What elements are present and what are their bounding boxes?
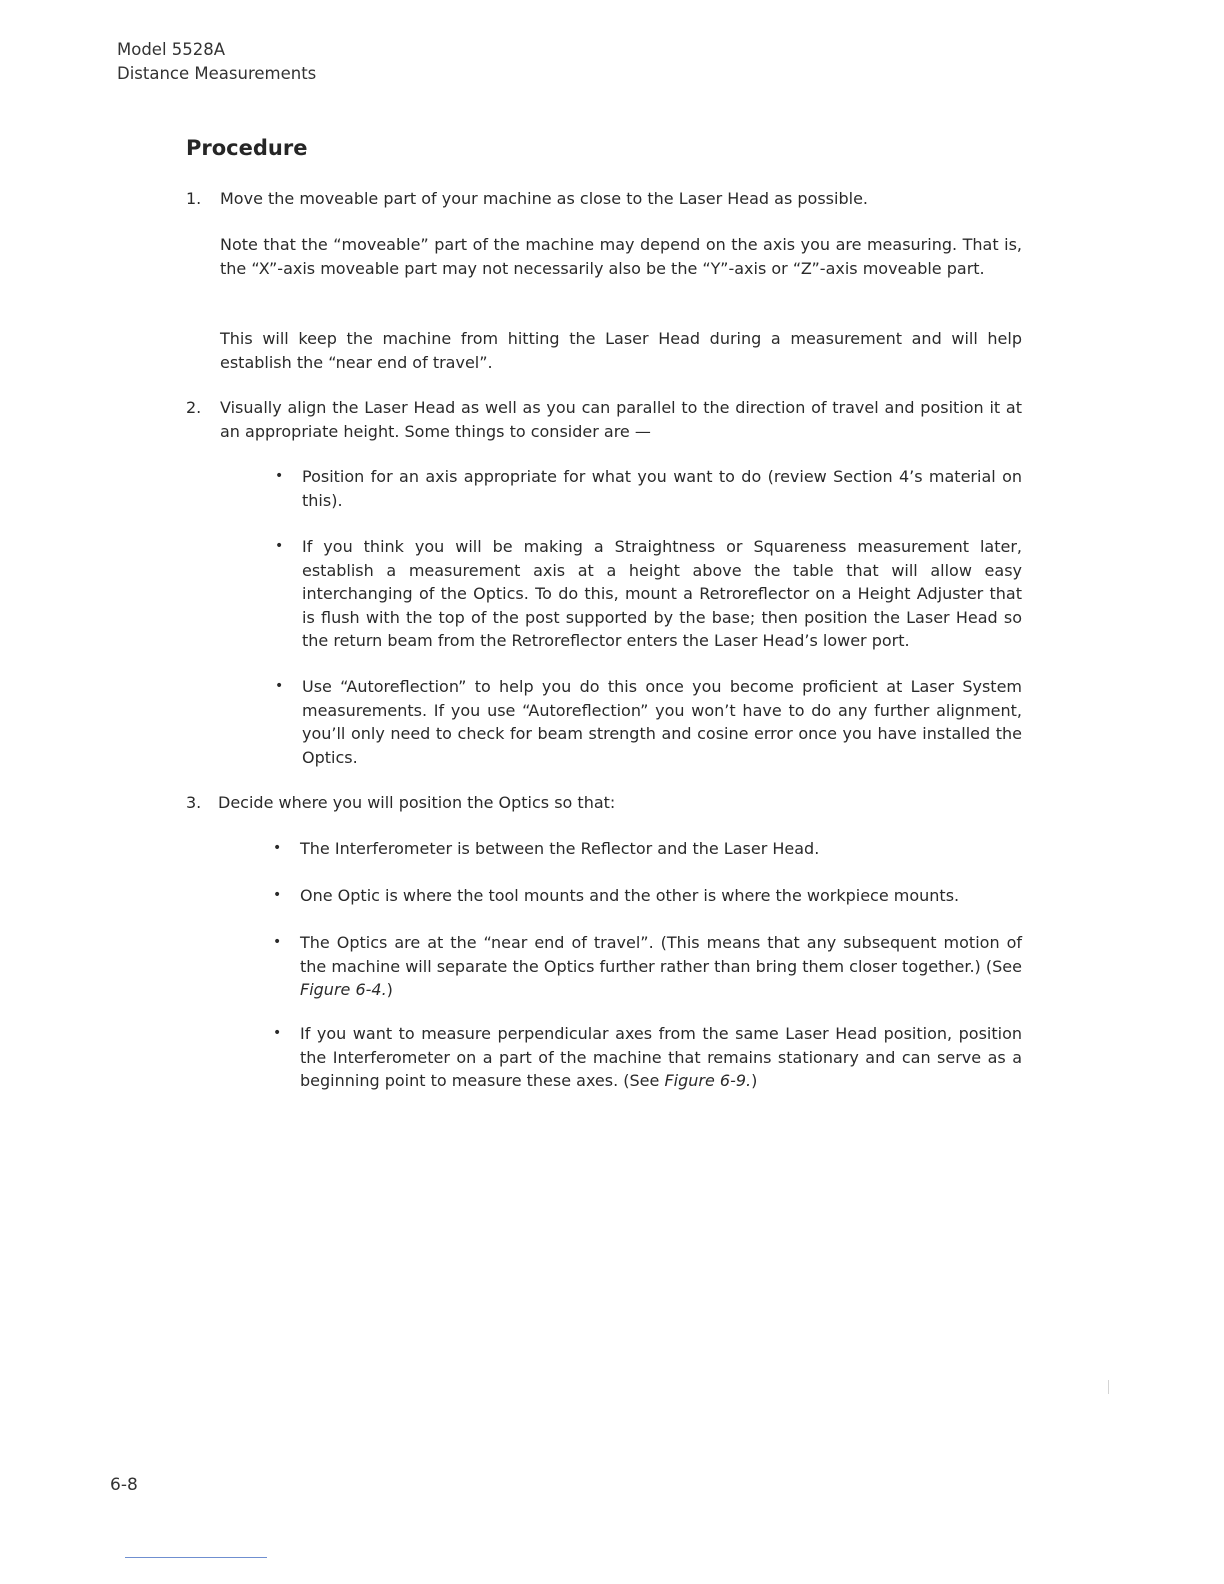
bullet-icon: • — [275, 678, 284, 694]
bullet-icon: • — [273, 1025, 282, 1041]
bullet-icon: • — [275, 538, 284, 554]
list-item: Use “Autoreflection” to help you do this once you become proficient at Laser System measurements. If you use “Autoreflection” you won’t have to do any further alignment, you’ll only need to check for beam strength and cosine error once you have installed the Optics. — [302, 677, 1022, 767]
list-item: The Interferometer is between the Reflector and the Laser Head. — [300, 839, 820, 858]
step-number: 1. — [186, 189, 202, 208]
model-label: Model 5528A — [117, 40, 226, 59]
step-number: 2. — [186, 398, 202, 417]
section-title: Procedure — [186, 136, 308, 160]
step-text: Visually align the Laser Head as well as you can parallel to the direction of travel and position it at an appropriate height. Some things to consider are — — [220, 398, 1022, 441]
bottom-rule — [125, 1557, 267, 1558]
list-item: If you think you will be making a Straightness or Squareness measurement later, establish a measurement axis at a height above the table that will allow easy interchanging of the Optics. To do this, mount a Retroreflector on a Height Adjuster that is flush with the top of the post supported by the base; then position the Laser Head so the return beam from the Retroreflector enters the Laser Head’s lower port. — [302, 537, 1022, 650]
bullet-text-end: ) — [386, 980, 393, 999]
step-text: Decide where you will position the Optics so that: — [218, 793, 616, 812]
bullet-text: The Optics are at the “near end of travel”. (This means that any subsequent motion of the machine will separate the Optics further rather than bring them closer together.) (See — [300, 933, 1022, 976]
bullet-icon: • — [273, 887, 282, 903]
figure-reference[interactable]: Figure 6-9. — [664, 1071, 752, 1090]
step-note: Note that the “moveable” part of the machine may depend on the axis you are measuring. That is, the “X”-axis moveable part may not necessarily also be the “Y”-axis or “Z”-axis moveable part. — [220, 235, 1022, 278]
list-item — [300, 931, 1022, 1002]
running-header — [117, 38, 316, 86]
bullet-icon: • — [275, 468, 284, 484]
list-item: One Optic is where the tool mounts and the other is where the workpiece mounts. — [300, 886, 960, 905]
bullet-text: If you want to measure perpendicular axes from the same Laser Head position, position the Interferometer on a part of the machine that remains stationary and can serve as a beginning point to measure these axes. (See — [300, 1024, 1022, 1090]
step-note: This will keep the machine from hitting the Laser Head during a measurement and will help establish the “near end of travel”. — [220, 329, 1022, 372]
list-item: Position for an axis appropriate for what you want to do (review Section 4’s material on this). — [302, 467, 1022, 510]
bullet-text-end: ) — [751, 1071, 758, 1090]
section-label: Distance Measurements — [117, 64, 317, 83]
step-number: 3. — [186, 793, 202, 812]
figure-reference[interactable]: Figure 6-4. — [300, 980, 387, 999]
step-text: Move the moveable part of your machine as close to the Laser Head as possible. — [220, 189, 868, 208]
list-item — [300, 1022, 1022, 1093]
bullet-icon: • — [273, 934, 282, 950]
bullet-icon: • — [273, 840, 282, 856]
page-number: 6-8 — [110, 1475, 138, 1495]
scan-mark — [1108, 1380, 1109, 1394]
